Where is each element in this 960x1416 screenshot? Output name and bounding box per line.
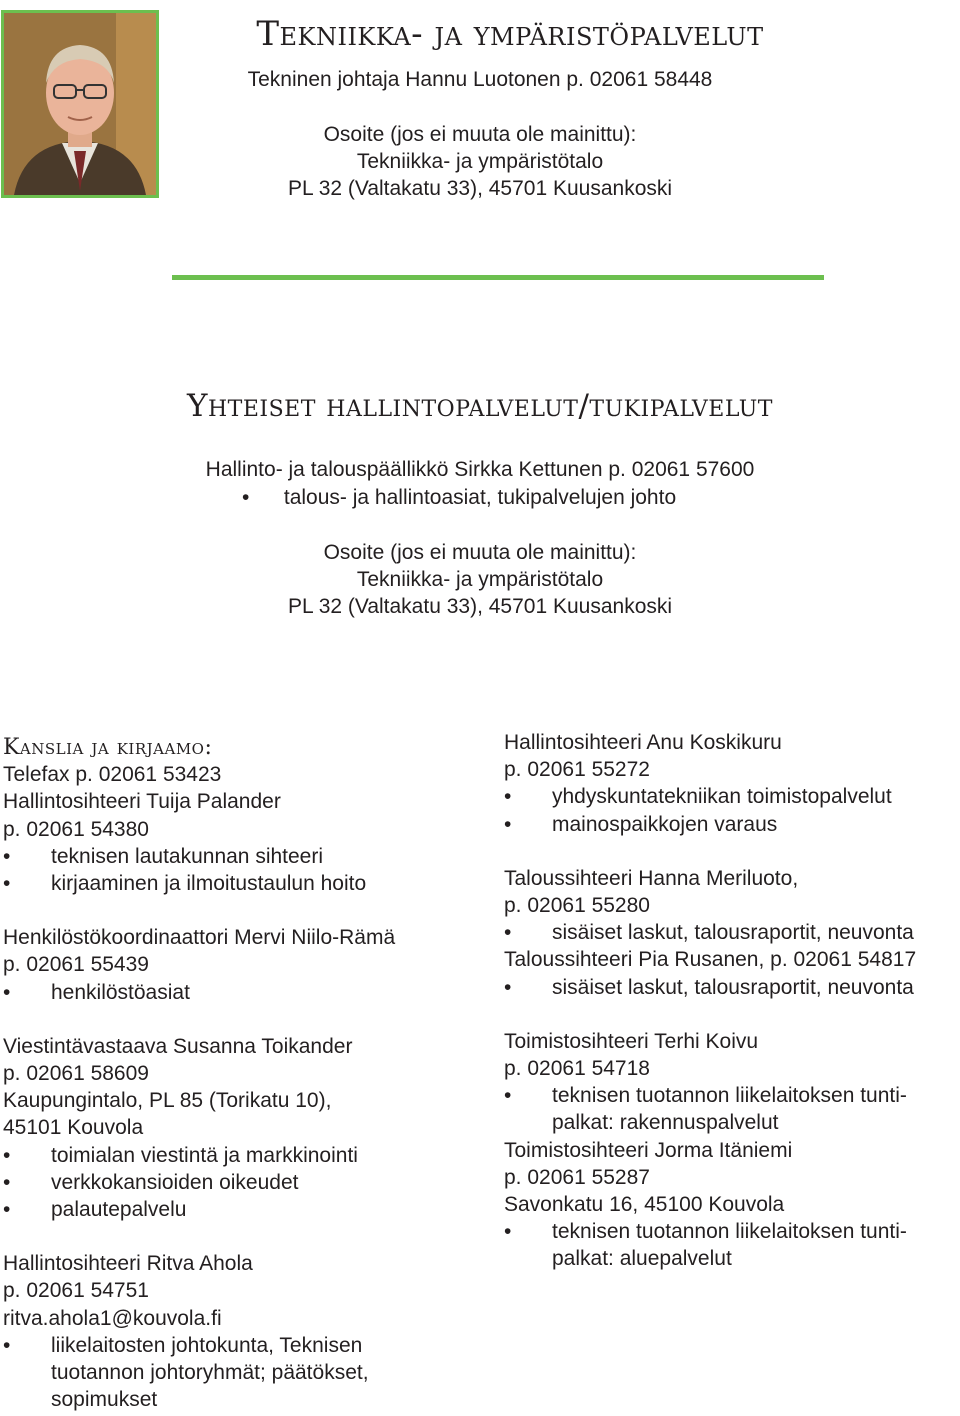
contact-phone: p. 02061 55272	[504, 758, 650, 782]
contact-phone: p. 02061 54751	[3, 1279, 149, 1303]
contact-name: Hallintosihteeri Anu Koskikuru	[504, 731, 782, 754]
bullet-icon: •	[242, 486, 250, 509]
shared-manager-task: • talous- ja hallintoasiat, tukipalvelujen johto	[242, 486, 677, 509]
contact-address: Savonkatu 16, 45100 Kouvola	[504, 1193, 785, 1217]
duty-bullet: • kirjaaminen ja ilmoitustaulun hoito	[3, 870, 473, 897]
contact-phone: p. 02061 54718	[504, 1057, 650, 1081]
contact-address: Kaupungintalo, PL 85 (Torikatu 10),	[3, 1089, 332, 1113]
green-divider	[172, 275, 824, 280]
left-contact-column	[3, 734, 473, 1413]
shared-address-building: Tekniikka- ja ympäristötalo	[356, 568, 604, 591]
shared-address-label: Osoite (jos ei muuta ole mainittu):	[323, 541, 637, 564]
duty-bullet: • toimialan viestintä ja markkinointi	[3, 1142, 473, 1169]
duty-bullet: • liikelaitosten johtokunta, Teknisen tuotannon johtoryhmät; päätökset, sopimukset	[3, 1332, 473, 1414]
contact-name: Taloussihteeri Pia Rusanen, p. 02061 54817	[504, 948, 917, 972]
right-contact-column	[504, 729, 958, 1273]
contact-phone: p. 02061 55280	[504, 894, 650, 918]
duty-bullet: • sisäiset laskut, talousraportit, neuvonta	[504, 919, 958, 946]
contact-name: Viestintävastaava Susanna Toikander	[3, 1034, 353, 1058]
shared-manager-line: Hallinto- ja talouspäällikkö Sirkka Kettunen p. 02061 57600	[205, 458, 755, 481]
contact-name: Toimistosihteeri Jorma Itäniemi	[504, 1138, 793, 1162]
contact-email[interactable]: ritva.ahola1@kouvola.fi	[3, 1306, 222, 1330]
duty-bullet: • sisäiset laskut, talousraportit, neuvonta	[504, 974, 958, 1001]
contact-name: Hallintosihteeri Tuija Palander	[3, 790, 281, 814]
contact-name: Toimistosihteeri Terhi Koivu	[504, 1029, 759, 1053]
registry-heading: Kanslia ja kirjaamo:	[3, 735, 213, 760]
contact-phone: p. 02061 55439	[3, 953, 149, 977]
contact-name: Taloussihteeri Hanna Meriluoto,	[504, 866, 799, 890]
page-title: Tekniikka- ja ympäristöpalvelut	[256, 14, 764, 54]
contact-phone: p. 02061 54380	[3, 817, 149, 841]
fax-line: Telefax p. 02061 53423	[3, 763, 222, 787]
duty-bullet: • yhdyskuntatekniikan toimistopalvelut	[504, 783, 958, 810]
contact-name: Hallintosihteeri Ritva Ahola	[3, 1252, 253, 1276]
duty-bullet: • mainospaikkojen varaus	[504, 811, 958, 838]
duty-bullet: • teknisen tuotannon liikelaitoksen tunti- palkat: aluepalvelut	[504, 1218, 958, 1272]
duty-bullet: • teknisen lautakunnan sihteeri	[3, 843, 473, 870]
address-label: Osoite (jos ei muuta ole mainittu):	[323, 123, 637, 146]
contact-phone: p. 02061 58609	[3, 1062, 149, 1086]
duty-bullet: • verkkokansioiden oikeudet	[3, 1169, 473, 1196]
director-line: Tekninen johtaja Hannu Luotonen p. 02061 58448	[247, 68, 713, 91]
duty-bullet: • henkilöstöasiat	[3, 979, 473, 1006]
duty-bullet: • teknisen tuotannon liikelaitoksen tunti- palkat: rakennuspalvelut	[504, 1082, 958, 1136]
contact-address: 45101 Kouvola	[3, 1116, 144, 1140]
address-street: PL 32 (Valtakatu 33), 45701 Kuusankoski	[287, 177, 673, 200]
contact-name: Henkilöstökoordinaattori Mervi Niilo-Rämä	[3, 926, 396, 950]
shared-address-street: PL 32 (Valtakatu 33), 45701 Kuusankoski	[287, 595, 673, 618]
address-building: Tekniikka- ja ympäristötalo	[356, 150, 604, 173]
section-title-shared-services: Yhteiset hallintopalvelut/tukipalvelut	[187, 388, 773, 424]
contact-phone: p. 02061 55287	[504, 1165, 650, 1189]
duty-bullet: • palautepalvelu	[3, 1196, 473, 1223]
